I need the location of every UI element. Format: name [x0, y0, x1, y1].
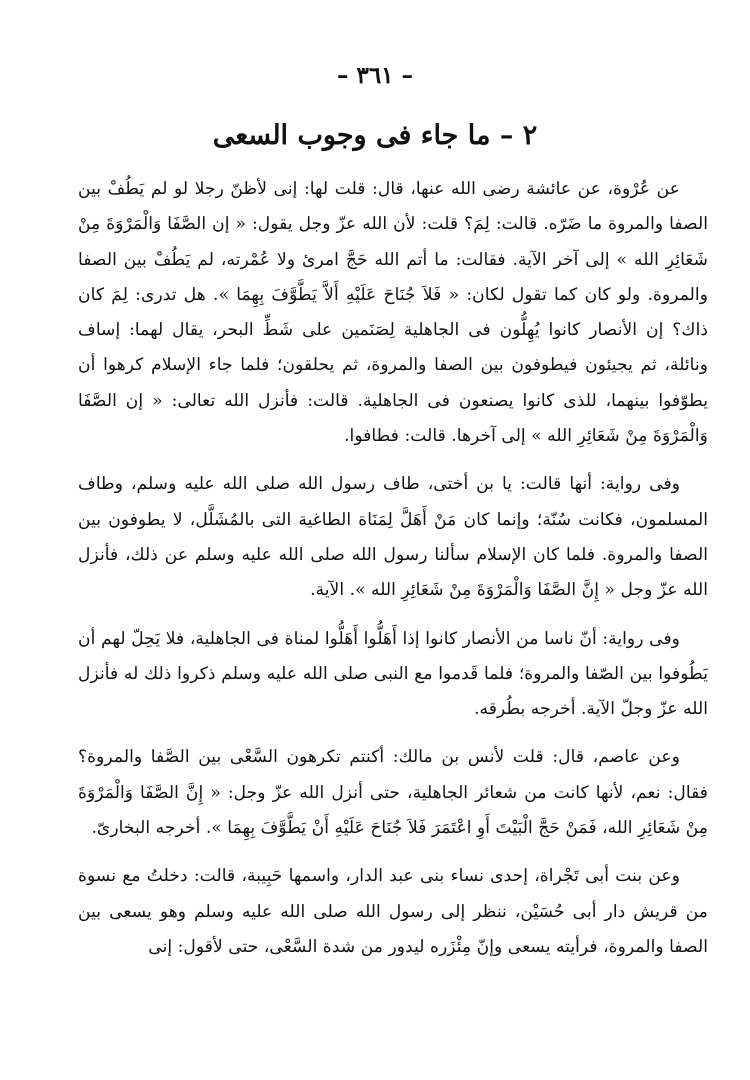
paragraph-riwaya-1: وفى رواية: أنها قالت: يا بن أختى، طاف رسول الله صلى الله عليه وسلم، وطاف المسلمون، فكانت سُنّة؛ وإنما كان مَنْ أَهَلَّ لِمَنَاة الطاغية التى بالمُشَلَّل، لا يطوفون بين الصفا والمروة. فلما كان الإسلام سألنا رسول الله صلى الله عليه وسلم عن ذلك، فأنزل الله عزّ وجل « إِنَّ الصَّفَا وَالْمَرْوَةَ مِنْ شَعَائِرِ الله ». الآية.	[78, 474, 708, 601]
paragraph-riwaya-2: وفى رواية: أنّ ناسا من الأنصار كانوا إذا أَهَلُّوا أَهَلُّوا لمناة فى الجاهلية، فلا يَحِلّ لهم أن يَطُوفوا بين الصّفا والمروة؛ فلما قَدموا مع النبى صلى الله عليه وسلم ذكروا ذلك له فأنزل الله عزّ وجلّ الآية. أخرجه بطُرقه.	[78, 628, 708, 720]
page-number: – ٣٦١ –	[336, 62, 414, 89]
paragraph-bint-abi-tajrah: وعن بنت أبى تَجْراة، إحدى نساء بنى عبد الدار، واسمها حَبِيبة، قالت: دخلتُ مع نسوة من قريش دار أبى حُسَيْن، ننظر إلى رسول الله صلى الله عليه وسلم وهو يسعى بين الصفا والمروة، فرأيته يسعى وإنّ مِئْزَره ليدور من شدة السَّعْى، حتى لأقول: إنى	[78, 866, 708, 957]
paragraph-asim-anas: وعن عاصم، قال: قلت لأنس بن مالك: أكنتم تكرهون السَّعْى بين الصَّفا والمروة؟ فقال: نعم، لأنها كانت من شعائر الجاهلية، حتى أنزل الله عزّ وجل: « إِنَّ الصَّفَا وَالْمَرْوَةَ مِنْ شَعَائِرِ الله، فَمَنْ حَجَّ الْبَيْتَ أَوِ اعْتَمَرَ فَلاَ جُنَاحَ عَلَيْهِ أَنْ يَطَّوَّفَ بِهِمَا ». أخرجه البخارىّ.	[78, 747, 708, 839]
text-body	[78, 172, 708, 965]
chapter-heading: ٢ – ما جاء فى وجوب السعى	[212, 120, 538, 151]
paragraph-urwa-aisha: عن عُرْوة، عن عائشة رضى الله عنها، قال: قلت لها: إنى لأظنّ رجلا لو لم يَطُفْ بين الصفا والمروة ما ضَرّه. قالت: لِمَ؟ قلت: لأن الله عزّ وجل يقول: « إن الصَّفَا وَالْمَرْوَةَ مِنْ شَعَائِرِ الله » إلى آخر الآية. فقالت: ما أتم الله حَجَّ امرئ ولا عُمْرته، لم يَطُفْ بين الصفا والمروة. ولو كان كما تقول لكان: « فَلاَ جُنَاحَ عَلَيْهِ أَلاَّ يَطَّوَّفَ بِهِمَا ». هل تدرى: لِمَ كان ذاك؟ إن الأنصار كانوا يُهِلُّون فى الجاهلية لِصَنَمين على شَطِّ البحر، يقال لهما: إساف ونائلة، ثم يجيئون فيطوفون بين الصفا والمروة، ثم يحلقون؛ فلما جاء الإسلام كرهوا أن يطوّفوا بينهما، للذى كانوا يصنعون فى الجاهلية. قالت: فأنزل الله تعالى: « إن الصَّفَا وَالْمَرْوَةَ مِنْ شَعَائِرِ الله » إلى آخرها. قالت: فطافوا.	[78, 179, 708, 447]
